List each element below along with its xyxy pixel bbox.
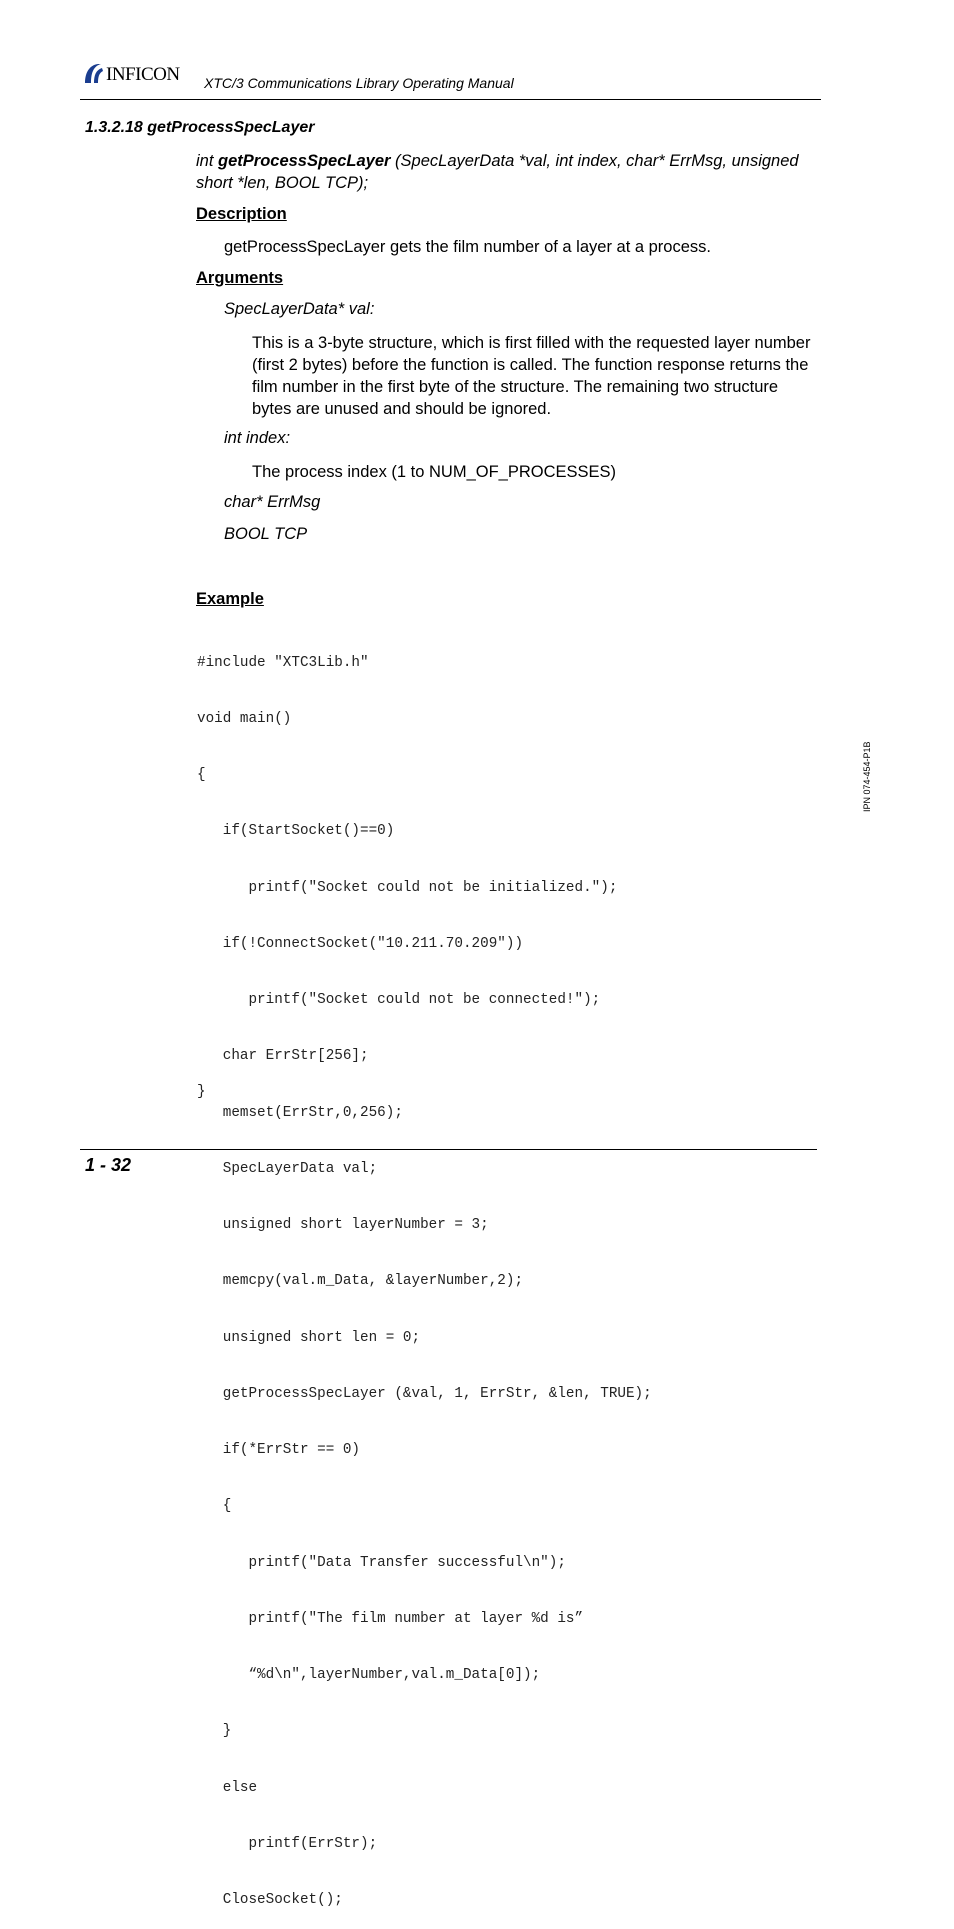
code-line: { (197, 1498, 232, 1515)
code-line: printf(ErrStr); (197, 1835, 378, 1852)
code-line: unsigned short layerNumber = 3; (197, 1217, 489, 1233)
argument-description: The process index (1 to NUM_OF_PROCESSES) (252, 463, 617, 481)
document-part-number: IPN 074-454-P1B (862, 741, 872, 812)
signature-name: getProcessSpecLayer (218, 152, 391, 170)
manual-title: XTC/3 Communications Library Operating Manual (204, 75, 514, 91)
code-line: if(!ConnectSocket("10.211.70.209")) (197, 935, 524, 952)
code-line: { (197, 767, 206, 783)
signature-prefix: int (196, 152, 219, 170)
argument-name: SpecLayerData* val: (224, 300, 375, 318)
argument-name: char* ErrMsg (224, 493, 321, 511)
code-line: printf("The film number at layer %d is” (197, 1610, 584, 1627)
argument-description: This is a 3-byte structure, which is first filled with the requested layer number (first 2 bytes) before the function is called. The function response returns the film number in the first byte of the structure. The remaining two structure bytes are unused and should be ignored. (252, 334, 811, 418)
argument-name: int index: (224, 429, 291, 447)
code-line: memset(ErrStr,0,256); (197, 1104, 403, 1121)
code-line: } (197, 1723, 232, 1740)
code-line: printf("Data Transfer successful\n"); (197, 1554, 566, 1571)
code-line: getProcessSpecLayer (&val, 1, ErrStr, &len, TRUE); (197, 1385, 652, 1402)
logo-text: INFICON (106, 64, 180, 85)
code-line: printf("Socket could not be initialized."); (197, 879, 618, 896)
function-signature (196, 150, 821, 194)
arguments-heading: Arguments (196, 269, 284, 287)
code-closing-brace: } (197, 1084, 206, 1100)
code-line: char ErrStr[256]; (197, 1048, 369, 1065)
code-line: else (197, 1779, 258, 1796)
code-line: unsigned short len = 0; (197, 1329, 421, 1346)
code-line: #include "XTC3Lib.h" (197, 654, 369, 671)
page-number: 1 - 32 (85, 1155, 132, 1175)
code-block (197, 616, 652, 1929)
inficon-logo-icon (82, 62, 104, 84)
code-line: printf("Socket could not be connected!"); (197, 992, 601, 1008)
code-line: memcpy(val.m_Data, &layerNumber,2); (197, 1273, 524, 1290)
inficon-logo (82, 60, 180, 84)
footer-divider (80, 1149, 817, 1150)
code-line: void main() (197, 710, 292, 727)
example-heading: Example (196, 590, 264, 608)
code-line: if(StartSocket()==0) (197, 823, 395, 840)
code-line: if(*ErrStr == 0) (197, 1442, 361, 1458)
description-text: getProcessSpecLayer gets the film number of a layer at a process. (224, 238, 711, 256)
code-line: CloseSocket(); (197, 1892, 343, 1908)
code-line: “%d\n",layerNumber,val.m_Data[0]); (197, 1667, 541, 1683)
description-heading: Description (196, 205, 287, 223)
section-heading: 1.3.2.18 getProcessSpecLayer (85, 119, 315, 136)
code-line: SpecLayerData val; (197, 1160, 378, 1177)
header-divider (80, 99, 821, 100)
signature-suffix: (SpecLayerData *val, int index, char* ErrMsg, unsigned short *len, BOOL TCP); (196, 152, 799, 192)
argument-name: BOOL TCP (224, 525, 308, 543)
